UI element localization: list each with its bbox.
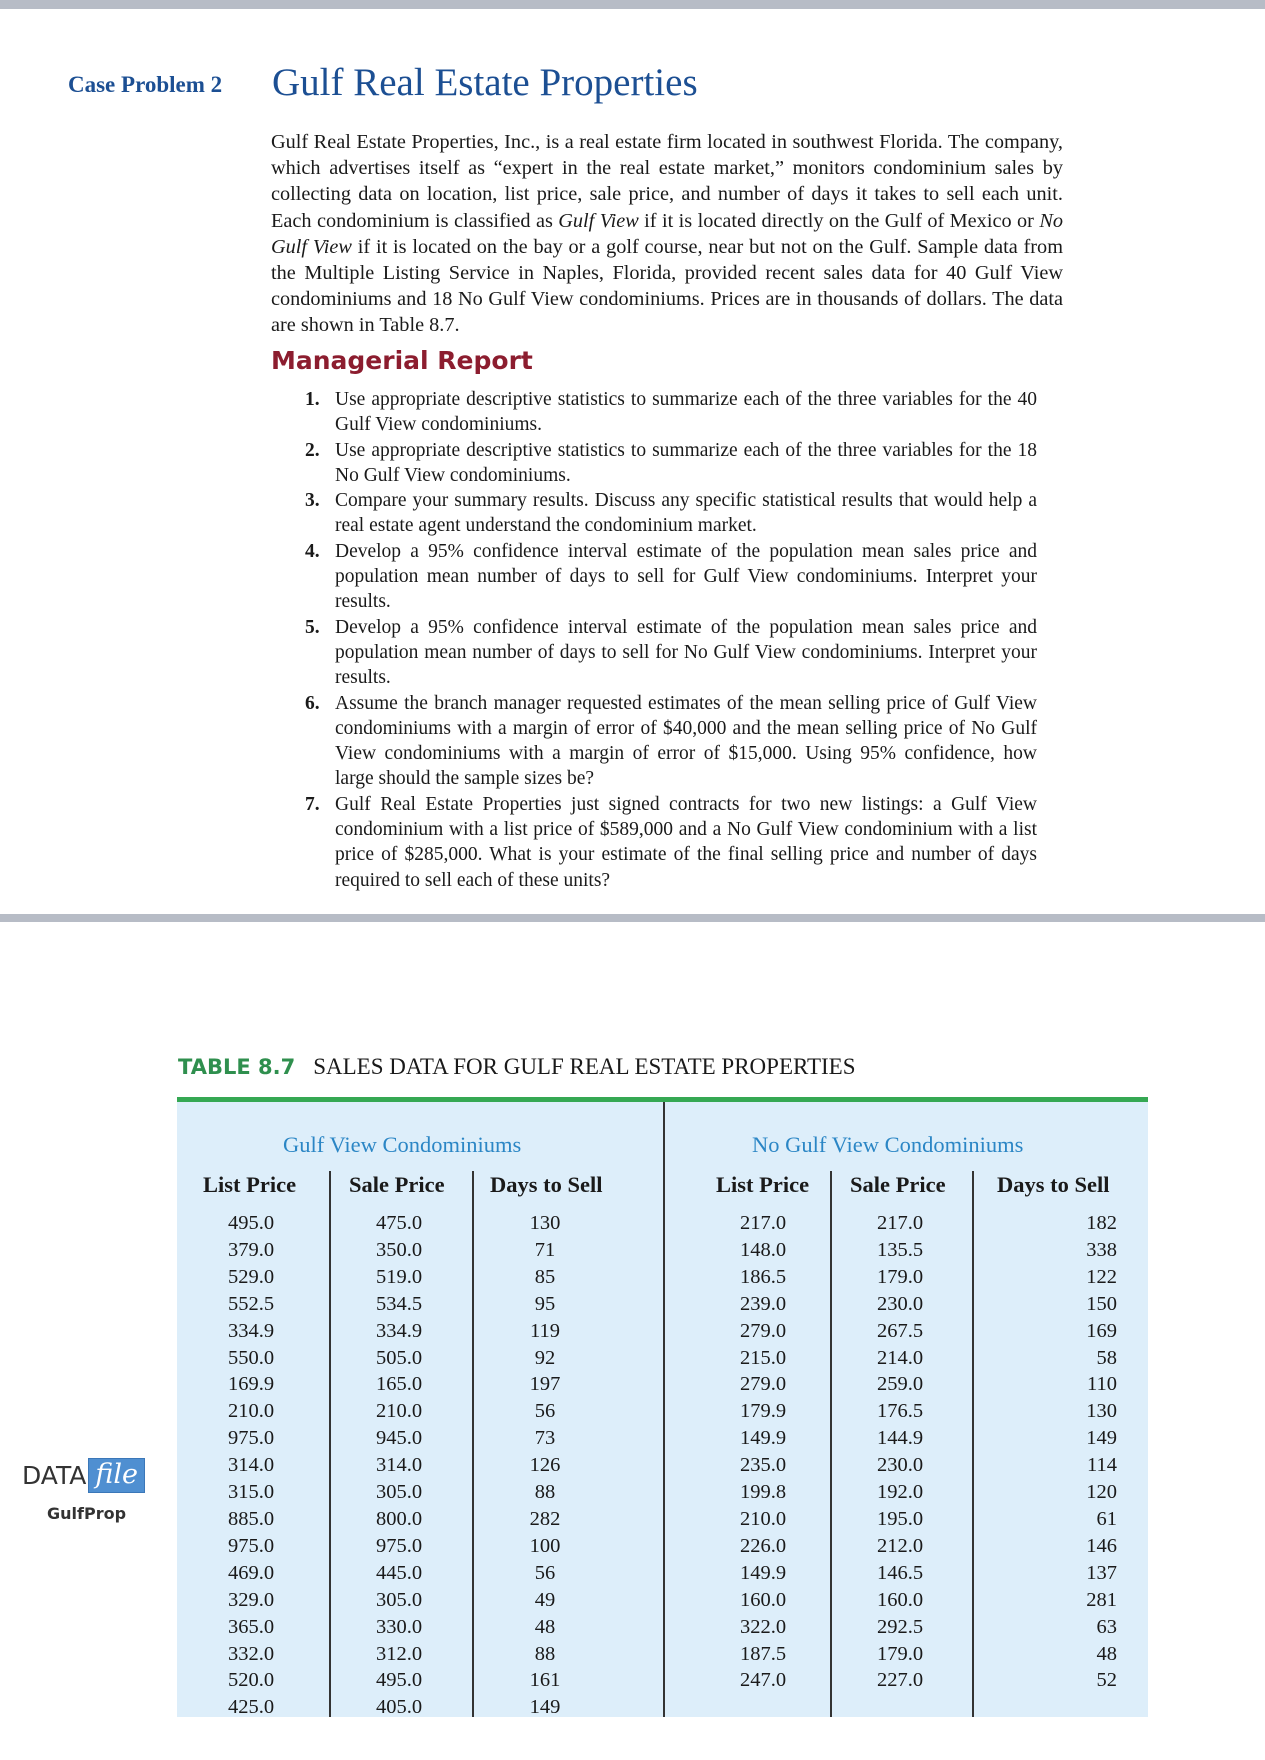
report-item-text: Gulf Real Estate Properties just signed contracts for two new listings: a Gulf View condominium with a list price of $589,000 and a No Gulf View condominium with a list price of $285,000. What is your estimate of the final selling price and number of days required to sell each of these units? [335,793,1037,891]
table-cell: 161 [529,1669,561,1692]
table-cell: 146 [1086,1534,1117,1557]
table-cell: 88 [534,1642,556,1665]
column-divider [972,1171,974,1717]
report-item-number: 4. [305,540,320,562]
managerial-report-heading: Managerial Report [271,346,533,375]
table-cell: 149.9 [740,1427,787,1450]
table-cell: 130 [1086,1400,1117,1423]
table-caption [178,1054,856,1080]
table-cell: 160.0 [877,1588,924,1611]
report-item-text: Compare your summary results. Discuss any specific statistical results that would help a real estate agent understand the condominium market. [335,490,1037,537]
table-cell: 230.0 [877,1292,924,1315]
table-cell: 160.0 [740,1588,787,1611]
intro-paragraph [271,129,1063,339]
report-item [305,691,1037,792]
table-cell: 800.0 [376,1507,423,1530]
case-title: Gulf Real Estate Properties [272,61,698,104]
report-item [305,387,1037,438]
table-cell: 48 [1096,1642,1117,1665]
table-cell: 187.5 [740,1642,787,1665]
nogulf-days-column [1067,1210,1117,1694]
table-cell: 315.0 [228,1481,275,1504]
table-cell: 235.0 [740,1454,787,1477]
table-cell: 179.0 [877,1642,924,1665]
report-item-text: Develop a 95% confidence interval estimate of the population mean sales price and population mean number of days to sell for No Gulf View condominiums. Interpret your results. [335,616,1037,689]
intro-text-3: if it is located on the bay or a golf course, near but not on the Gulf. Sample data from the Multiple Listing Service in Naples, Florida, provided recent sales data for 40 Gulf View condominiums and 18 No Gulf View condominiums. Prices are in thousands of dollars. The data are shown in Table 8.7. [271,235,1063,337]
table-cell: 197 [529,1373,561,1396]
no-gulf-view-group-title: No Gulf View Condominiums [752,1132,1024,1157]
table-cell: 149.9 [740,1561,787,1584]
table-cell: 519.0 [376,1265,423,1288]
table-cell: 56 [534,1400,556,1423]
sales-data-table [177,1097,1148,1717]
table-cell: 150 [1086,1292,1117,1315]
report-item [305,792,1037,893]
nogulf-list-price-header: List Price [716,1172,810,1197]
gulf-list-price-header: List Price [203,1172,297,1197]
case-label: Case Problem 2 [68,72,223,97]
column-divider [329,1171,331,1717]
intro-term-gulf-view: Gulf View [558,209,639,232]
table-cell: 247.0 [740,1669,787,1692]
table-cell: 469.0 [228,1561,275,1584]
table-cell: 350.0 [376,1238,423,1261]
table-cell: 322.0 [740,1615,787,1638]
intro-term-no-gulf-view: No Gulf View [271,209,1063,258]
table-cell: 520.0 [228,1669,275,1692]
table-group-divider [663,1102,665,1717]
table-cell: 267.5 [877,1319,924,1342]
table-cell: 71 [534,1238,556,1261]
table-cell: 95 [534,1292,556,1315]
table-cell: 120 [1086,1481,1117,1504]
gulf-list-price-column [228,1210,274,1721]
report-item [305,488,1037,539]
table-cell: 230.0 [877,1454,924,1477]
table-cell: 212.0 [877,1534,924,1557]
table-cell: 314.0 [228,1454,275,1477]
table-cell: 56 [534,1561,556,1584]
report-item [305,615,1037,691]
table-cell: 217.0 [740,1212,787,1234]
table-cell: 49 [534,1588,556,1611]
table-cell: 552.5 [228,1292,275,1315]
table-cell: 334.9 [228,1319,275,1342]
data-file-name: GulfProp [47,1504,127,1523]
table-cell: 144.9 [877,1427,924,1450]
table-cell: 61 [1096,1507,1117,1530]
table-cell: 169.9 [228,1373,275,1396]
table-cell: 885.0 [228,1507,275,1530]
table-cell: 130 [529,1212,561,1234]
table-cell: 282 [529,1507,561,1530]
table-label: TABLE 8.7 [178,1055,296,1079]
table-cell: 48 [534,1615,556,1638]
table-cell: 165.0 [376,1373,423,1396]
report-item-text: Develop a 95% confidence interval estimate of the population mean sales price and population mean number of days to sell for Gulf View condominiums. Interpret your results. [335,540,1037,613]
table-cell: 305.0 [376,1481,423,1504]
report-item [305,438,1037,489]
table-cell: 550.0 [228,1346,275,1369]
table-cell: 192.0 [877,1481,924,1504]
table-cell: 135.5 [877,1238,924,1261]
report-item-text: Use appropriate descriptive statistics to summarize each of the three variables for the 40 Gulf View condominiums. [335,389,1037,436]
gulf-sale-price-header: Sale Price [349,1172,445,1197]
table-cell: 182 [1086,1212,1117,1234]
managerial-report-list [305,387,1037,893]
table-cell: 85 [534,1265,556,1288]
table-cell: 210.0 [376,1400,423,1423]
data-file-file-word: file [88,1458,145,1493]
report-item-text: Assume the branch manager requested estimates of the mean selling price of Gulf View condominiums with a margin of error of $40,000 and the mean selling price of No Gulf View condominiums with a margin of error of $15,000. Using 95% confidence, how large should the sample sizes be? [335,692,1037,790]
table-cell: 114 [1087,1454,1117,1477]
table-cell: 176.5 [877,1400,924,1423]
table-cell: 58 [1096,1346,1117,1369]
table-cell: 379.0 [228,1238,275,1261]
report-item-number: 7. [305,793,320,815]
report-item-text: Use appropriate descriptive statistics to summarize each of the three variables for the 18 No Gulf View condominiums. [335,439,1037,486]
table-cell: 52 [1096,1669,1117,1692]
table-cell: 505.0 [376,1346,423,1369]
table-cell: 92 [534,1346,556,1369]
table-cell: 534.5 [376,1292,423,1315]
nogulf-days-header: Days to Sell [997,1172,1110,1197]
table-cell: 149 [529,1696,561,1719]
gulf-view-group-title: Gulf View Condominiums [283,1132,522,1157]
table-cell: 215.0 [740,1346,787,1369]
table-cell: 405.0 [376,1696,423,1719]
column-divider [830,1171,832,1717]
table-cell: 334.9 [376,1319,423,1342]
table-cell: 149 [1086,1427,1117,1450]
table-cell: 146.5 [877,1561,924,1584]
table-cell: 305.0 [376,1588,423,1611]
report-item-number: 5. [305,616,320,638]
table-cell: 279.0 [740,1373,787,1396]
table-cell: 110 [1087,1373,1117,1396]
table-cell: 148.0 [740,1238,787,1261]
nogulf-sale-price-header: Sale Price [850,1172,946,1197]
table-cell: 338 [1086,1238,1117,1261]
gulf-days-column [515,1210,575,1721]
table-cell: 137 [1086,1561,1117,1584]
report-item-number: 3. [305,490,320,512]
table-cell: 73 [534,1427,556,1450]
table-cell: 975.0 [228,1427,275,1450]
table-cell: 312.0 [376,1642,423,1665]
table-cell: 279.0 [740,1319,787,1342]
top-rule [0,0,1265,9]
table-cell: 88 [534,1481,556,1504]
table-cell: 365.0 [228,1615,275,1638]
table-cell: 210.0 [228,1400,275,1423]
table-cell: 126 [529,1454,561,1477]
table-cell: 945.0 [376,1427,423,1450]
gulf-days-header: Days to Sell [490,1172,603,1197]
table-cell: 445.0 [376,1561,423,1584]
table-title: SALES DATA FOR GULF REAL ESTATE PROPERTIES [313,1054,856,1079]
table-cell: 100 [529,1534,561,1557]
table-cell: 314.0 [376,1454,423,1477]
table-cell: 169 [1086,1319,1117,1342]
report-item-number: 1. [305,389,320,410]
data-file-data-word: DATA [22,1461,87,1490]
table-cell: 259.0 [877,1373,924,1396]
table-cell: 186.5 [740,1265,787,1288]
table-cell: 292.5 [877,1615,924,1638]
table-cell: 63 [1096,1615,1117,1638]
table-cell: 281 [1086,1588,1117,1611]
table-cell: 475.0 [376,1212,423,1234]
table-cell: 226.0 [740,1534,787,1557]
report-item-number: 6. [305,692,320,714]
table-cell: 975.0 [228,1534,275,1557]
table-cell: 179.9 [740,1400,787,1423]
table-cell: 214.0 [877,1346,924,1369]
table-cell: 495.0 [228,1212,275,1234]
gulf-sale-price-column [376,1210,422,1721]
section-divider-rule [0,914,1265,922]
table-cell: 330.0 [376,1615,423,1638]
report-item [305,539,1037,615]
table-cell: 122 [1086,1265,1117,1288]
table-cell: 975.0 [376,1534,423,1557]
table-cell: 210.0 [740,1507,787,1530]
data-file-badge [22,1458,145,1493]
table-cell: 332.0 [228,1642,275,1665]
table-cell: 239.0 [740,1292,787,1315]
report-item-number: 2. [305,439,320,461]
table-cell: 227.0 [877,1669,924,1692]
table-cell: 195.0 [877,1507,924,1530]
intro-text-2: if it is located directly on the Gulf of Mexico or [638,209,1040,232]
table-cell: 329.0 [228,1588,275,1611]
intro-text-1: Gulf Real Estate Properties, Inc., is a real estate firm located in southwest Florida. The company, which advertises itself as “expert in the real estate market,” monitors condominium sales by collecting data on location, list price, sale price, and number of days it takes to sell each unit. Each condominium is classified as [271,131,1063,232]
nogulf-sale-price-column [877,1210,923,1694]
table-cell: 119 [530,1319,560,1342]
column-divider [472,1171,474,1717]
table-cell: 495.0 [376,1669,423,1692]
nogulf-list-price-column [740,1210,786,1694]
table-cell: 179.0 [877,1265,924,1288]
table-cell: 217.0 [877,1212,924,1234]
table-cell: 425.0 [228,1696,275,1719]
table-cell: 199.8 [740,1481,787,1504]
table-cell: 529.0 [228,1265,275,1288]
